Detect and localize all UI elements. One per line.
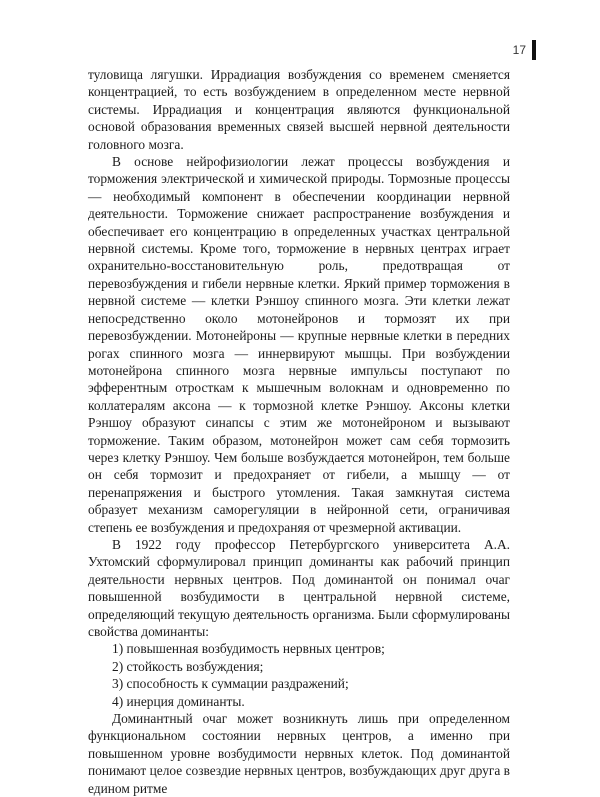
list-item: 1) повышенная возбудимость нервных центров; <box>112 641 385 657</box>
body-text <box>88 66 510 797</box>
list-item: 3) способность к суммации раздражений; <box>112 676 349 692</box>
list-item: 2) стойкость возбуждения; <box>112 658 264 674</box>
paragraph-dominant: В 1922 году профессор Петербургского университета А.А. Ухтомский сформулировал принцип доминанты как рабочий принцип деятельности нервных центров. Под доминантой он понимал очаг повышенной возбудимости в центральной нервной системе, определяющий текущую деятельность организма. Были сформулированы свойства доминанты: <box>88 536 510 639</box>
paragraph-inhibition: В основе нейрофизиологии лежат процессы возбуждения и торможения электрической и химической природы. Тормозные процессы — необходимый компонент в обеспечении координации нервной деятельности. Торможение снижает распространение возбуждения и обеспечивает его концентрацию в определенных участках центральной нервной системы. Кроме того, торможение в нервных центрах играет охранительно-восстановительную роль, предотвращая от перевозбуждения и гибели нервные клетки. Яркий пример торможения в нервной системе — клетки Рэншоу спинного мозга. Эти клетки лежат непосредственно около мотонейронов и тормозят их при перевозбуждении. Мотонейроны — крупные нервные клетки в передних рогах спинного мозга — иннервируют мышцы. При возбуждении мотонейрона спинного мозга нервные импульсы поступают по эфферентным отросткам к мышечным волокнам и одновременно по коллатералям аксона — к тормозной клетке Рэншоу. Аксоны клетки Рэншоу образуют синапсы с этим же мотонейроном и вызывают торможение. Таким образом, мотонейрон может сам себя тормозить через клетку Рэншоу. Чем больше возбуждается мотонейрон, тем больше он себя тормозит и предохраняет от гибели, а мышцу — от перенапряжения и быстрого утомления. Такая замкнутая система образует механизм саморегуляции в нейронной сети, ограничивая степень ее возбуждения и предохраняя от чрезмерной активации. <box>88 154 510 535</box>
dominant-properties-list <box>88 640 510 710</box>
list-item: 4) инерция доминанты. <box>112 693 245 709</box>
paragraph-closing: Доминантный очаг может возникнуть лишь при определенном функциональном состоянии нервных центров, а именно при повышенном уровне возбудимости нервных клеток. Под доминантой понимают целое созвездие нервных центров, возбуждающих друг друга в едином ритме <box>88 711 510 796</box>
folio-bar-marker <box>532 40 536 60</box>
page-folio <box>513 40 536 60</box>
paragraph-continuation: туловища лягушки. Иррадиация возбуждения со временем сменяется концентрацией, то есть возбуждением в определенном месте нервной системы. Иррадиация и концентрация являются функциональной основой образования временных связей высшей нервной деятельности головного мозга. <box>88 67 510 152</box>
page-number: 17 <box>512 43 526 57</box>
